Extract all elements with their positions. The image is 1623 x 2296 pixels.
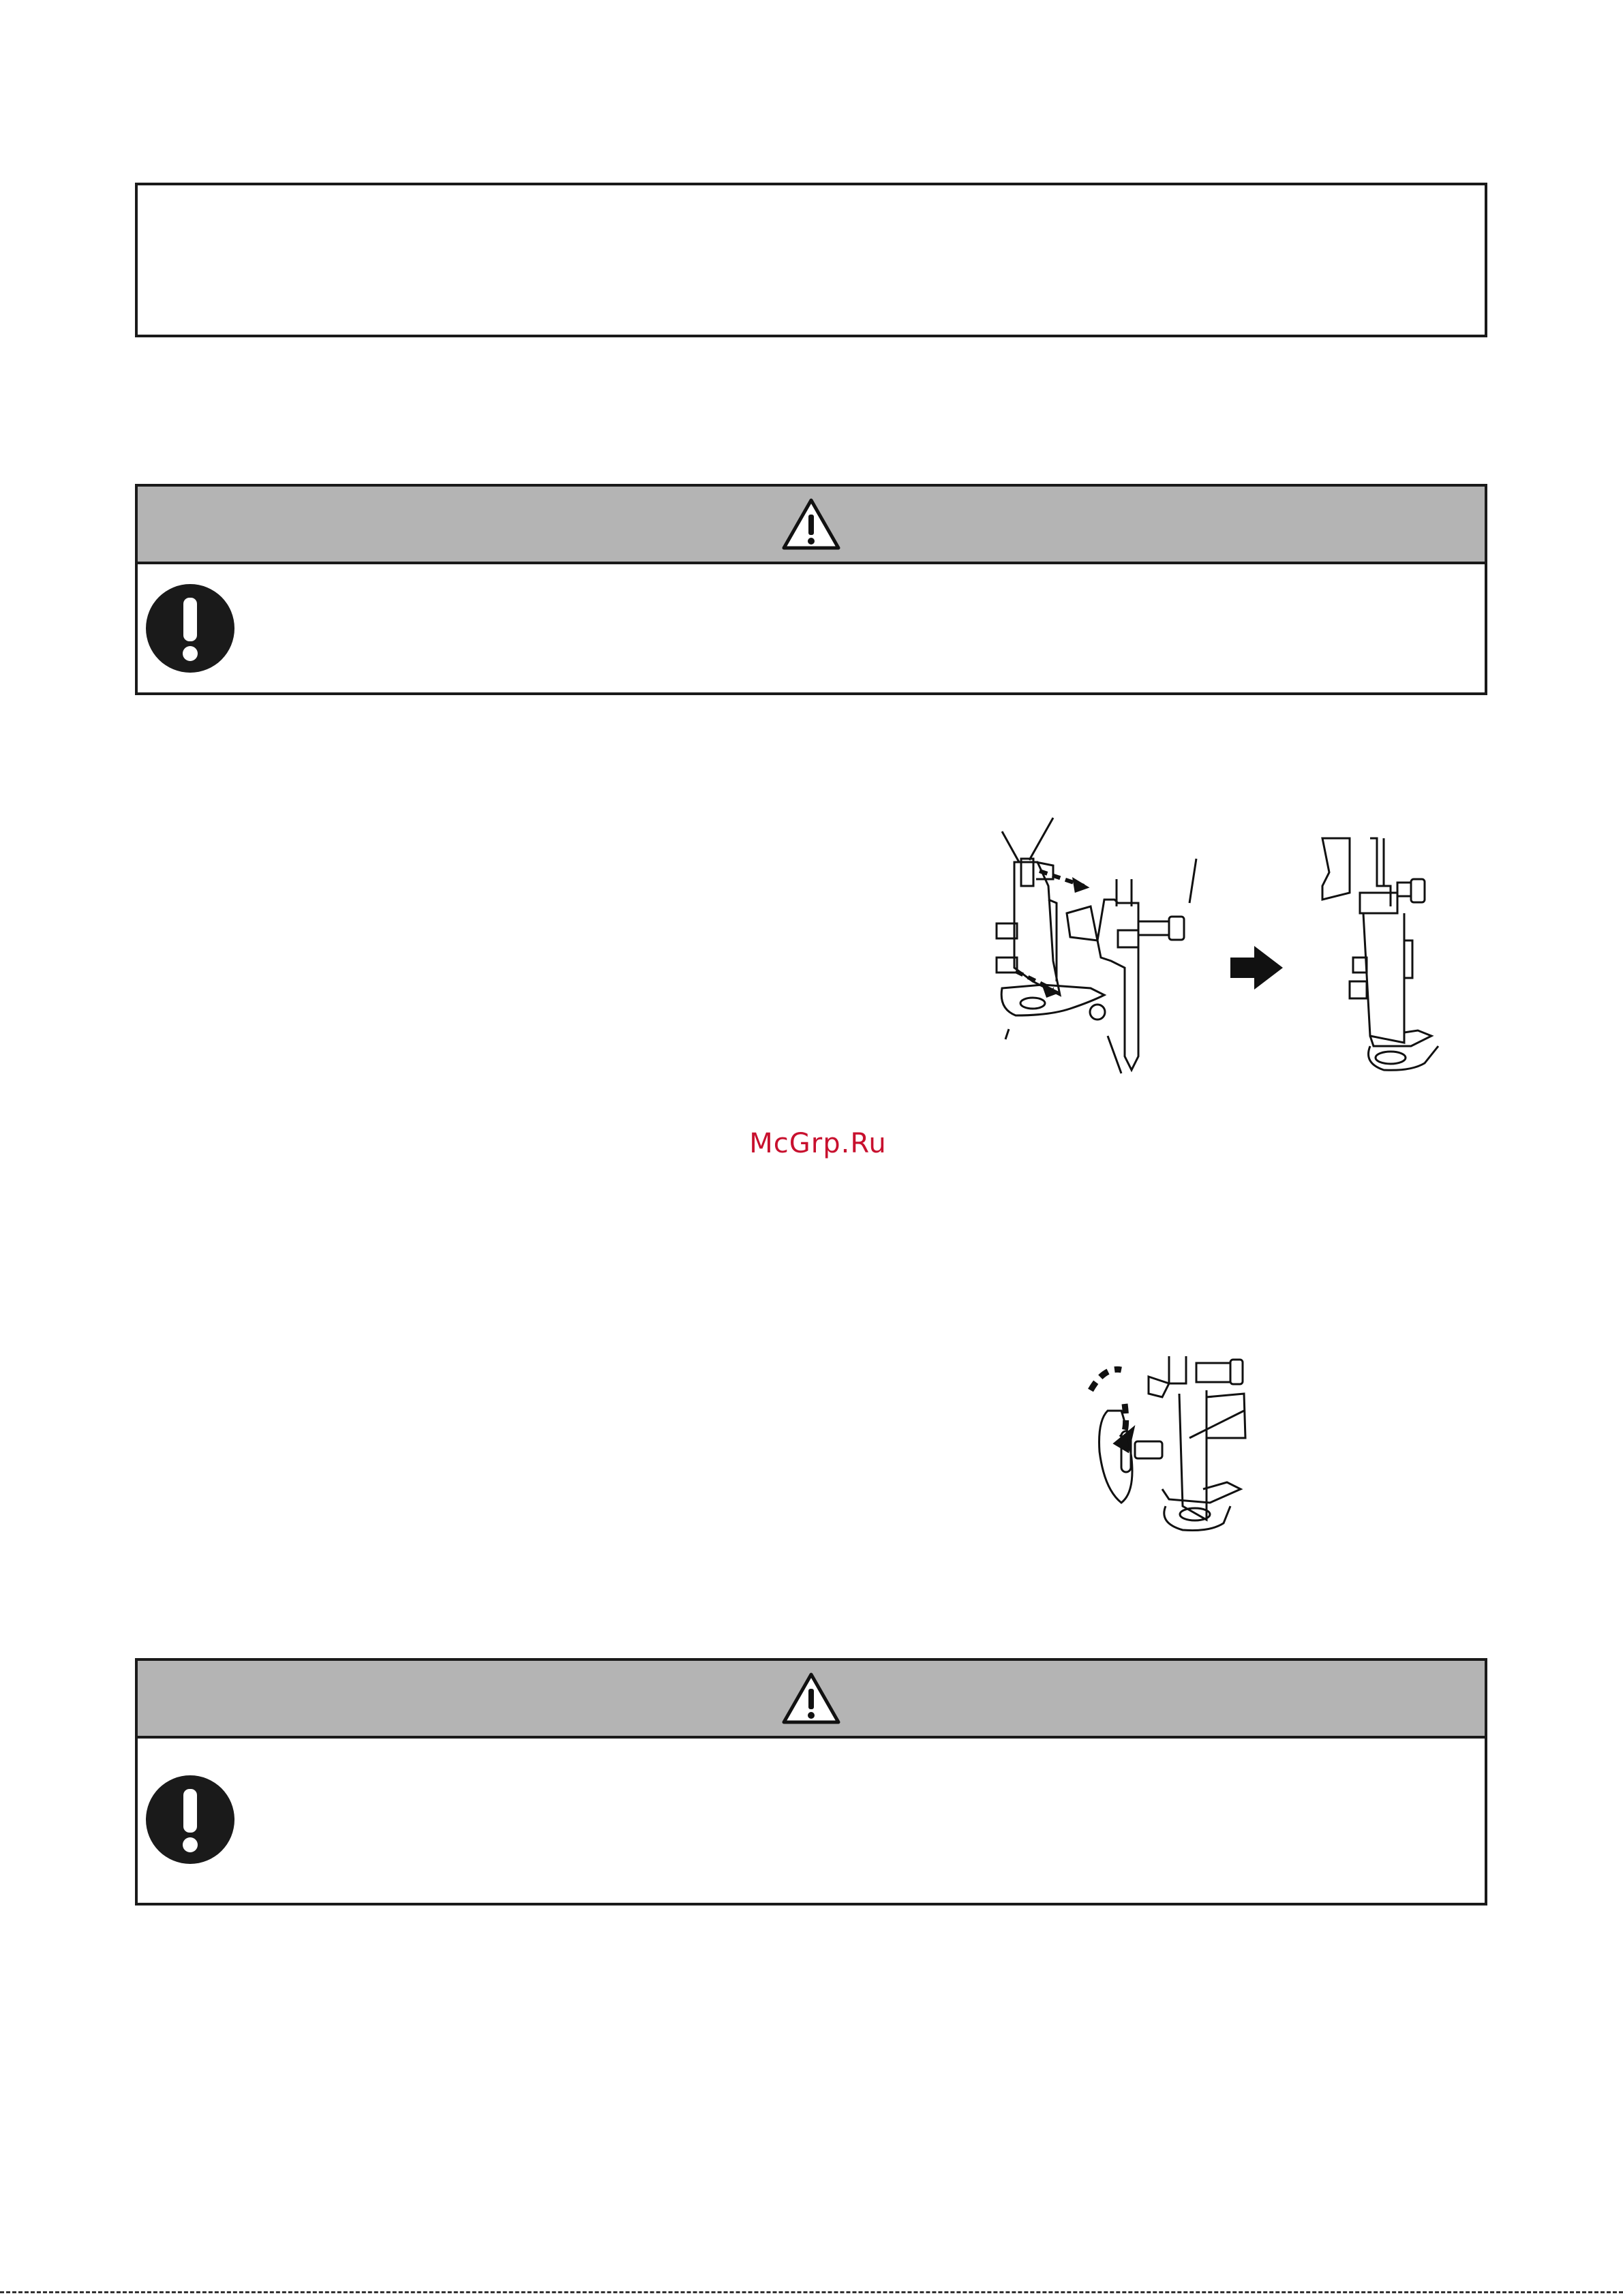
page-edge-divider xyxy=(0,2291,1623,2293)
watermark: McGrp.Ru xyxy=(749,1128,887,1159)
caution-header xyxy=(138,1661,1485,1739)
note-box xyxy=(135,183,1487,337)
presser-foot-tighten-figure xyxy=(1087,1356,1271,1535)
warning-triangle-icon xyxy=(780,1671,842,1726)
warning-triangle-icon xyxy=(780,497,842,551)
mandatory-exclamation-icon xyxy=(145,583,236,674)
caution-body xyxy=(138,564,1485,692)
caution-header xyxy=(138,487,1485,564)
caution-block-1 xyxy=(135,484,1487,695)
presser-foot-attach-figure xyxy=(934,811,1506,1084)
caution-block-2 xyxy=(135,1658,1487,1905)
caution-body xyxy=(138,1739,1485,1903)
mandatory-exclamation-icon xyxy=(145,1774,236,1865)
